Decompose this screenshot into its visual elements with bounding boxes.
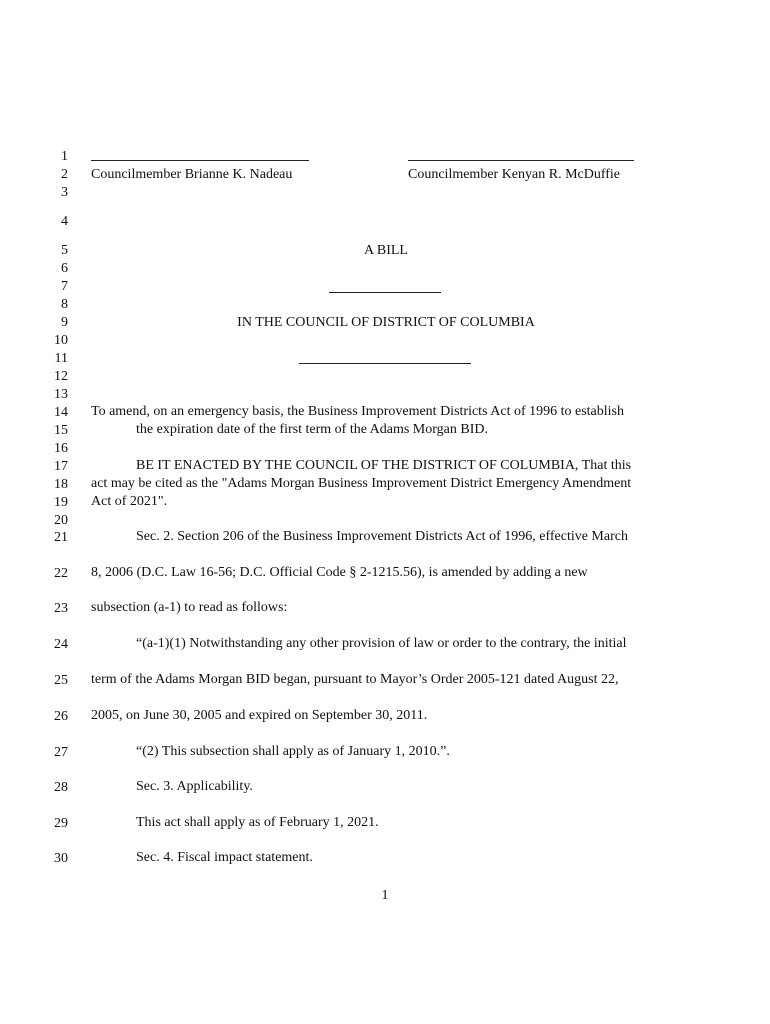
line-number: 17: [54, 459, 68, 474]
section-3-text: This act shall apply as of February 1, 2021.: [136, 815, 379, 830]
line-number: 13: [54, 387, 68, 402]
line-number: 15: [54, 423, 68, 438]
council-heading: IN THE COUNCIL OF DISTRICT OF COLUMBIA: [237, 315, 535, 330]
page-number: 1: [381, 888, 389, 903]
enacting-clause-line-1: BE IT ENACTED BY THE COUNCIL OF THE DISTRICT OF COLUMBIA, That this: [136, 458, 632, 473]
line-number: 23: [54, 601, 68, 616]
council-line: [299, 363, 471, 364]
bill-heading: A BILL: [364, 243, 408, 258]
line-number: 21: [54, 530, 68, 545]
line-number: 22: [54, 566, 68, 581]
enacting-clause-line-2: act may be cited as the "Adams Morgan Business Improvement District Emergency Amendment: [91, 476, 632, 491]
line-number: 30: [54, 851, 68, 866]
line-number: 8: [61, 297, 68, 312]
line-number: 18: [54, 477, 68, 492]
line-number: 29: [54, 816, 68, 831]
line-number: 9: [61, 315, 68, 330]
line-number: 25: [54, 673, 68, 688]
subsection-a1-line-1: “(a-1)(1) Notwithstanding any other provision of law or order to the contrary, the initial: [136, 636, 627, 651]
signature-name-right: Councilmember Kenyan R. McDuffie: [408, 167, 621, 182]
signature-line-left: [91, 160, 309, 161]
line-number: 19: [54, 495, 68, 510]
subsection-a1-line-3: 2005, on June 30, 2005 and expired on September 30, 2011.: [91, 708, 428, 723]
line-number: 20: [54, 513, 68, 528]
section-2-line-1: Sec. 2. Section 206 of the Business Improvement Districts Act of 1996, effective March: [136, 529, 628, 544]
line-number: 12: [54, 369, 68, 384]
enacting-clause-line-3: Act of 2021".: [91, 494, 168, 509]
line-number: 1: [61, 149, 68, 164]
line-number: 5: [61, 243, 68, 258]
section-2-line-2: 8, 2006 (D.C. Law 16-56; D.C. Official Code § 2-1215.56), is amended by adding a new: [91, 565, 588, 580]
long-title-line-1: To amend, on an emergency basis, the Business Improvement Districts Act of 1996 to establish: [91, 404, 624, 419]
line-number: 4: [61, 214, 68, 229]
line-number: 16: [54, 441, 68, 456]
subsection-a1-para-2: “(2) This subsection shall apply as of January 1, 2010.”.: [136, 744, 450, 759]
bill-number-line: [329, 292, 441, 293]
line-number: 26: [54, 709, 68, 724]
line-number: 11: [54, 351, 68, 366]
line-number: 2: [61, 167, 68, 182]
line-number: 28: [54, 780, 68, 795]
long-title-line-2: the expiration date of the first term of the Adams Morgan BID.: [136, 422, 488, 437]
section-3-heading: Sec. 3. Applicability.: [136, 779, 253, 794]
line-number: 3: [61, 185, 68, 200]
line-number: 10: [54, 333, 68, 348]
subsection-a1-line-2: term of the Adams Morgan BID began, pursuant to Mayor’s Order 2005-121 dated August 22,: [91, 672, 619, 687]
section-2-line-3: subsection (a-1) to read as follows:: [91, 600, 288, 615]
section-4-heading: Sec. 4. Fiscal impact statement.: [136, 850, 313, 865]
line-number: 14: [54, 405, 68, 420]
signature-line-right: [408, 160, 634, 161]
line-number: 24: [54, 637, 68, 652]
line-number: 6: [61, 261, 68, 276]
line-number: 7: [61, 279, 68, 294]
signature-name-left: Councilmember Brianne K. Nadeau: [91, 167, 293, 182]
line-number: 27: [54, 745, 68, 760]
